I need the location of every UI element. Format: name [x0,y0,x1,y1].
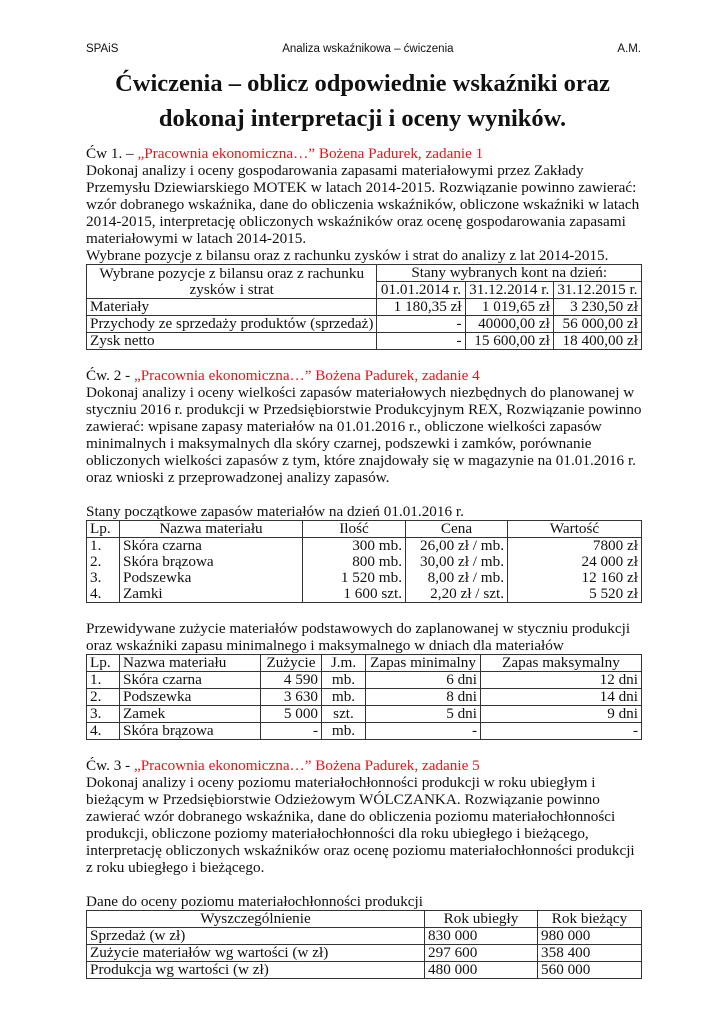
cell: 1. [87,538,120,555]
cell: Skóra czarna [120,538,303,555]
table-header: Wyszczególnienie [87,911,425,928]
table-row [87,316,642,333]
cell: 300 mb. [303,538,406,555]
header-left: SPAiS [86,43,119,55]
cell: 1 600 szt. [303,586,406,603]
cell: 3 230,50 zł [553,299,641,316]
cell: 830 000 [425,928,538,945]
cell: 15 600,00 zł [465,333,553,350]
cell: Zamki [120,586,303,603]
ex3-caption: Dane do oceny poziomu materiałochłonności produkcji [86,893,423,910]
ex2-heading [86,367,642,384]
cell: 6 dni [366,672,481,689]
cell: 8 dni [366,689,481,706]
cell: 2,20 zł / szt. [406,586,508,603]
cell: 8,00 zł / mb. [406,570,508,586]
cell: Podszewka [120,689,261,706]
ex2-table-2 [86,654,642,740]
table-row [87,570,642,586]
ex2-prefix: Ćw. 2 - [86,367,134,384]
cell: 480 000 [425,962,538,979]
table-row [87,299,642,316]
page-header [86,43,641,55]
cell: 24 000 zł [508,554,642,570]
cell: 3 630 [261,689,322,706]
cell: 2. [87,689,120,706]
cell: 4. [87,586,120,603]
cell: 40000,00 zł [465,316,553,333]
cell: 2. [87,554,120,570]
table-row [87,689,642,706]
header-right: A.M. [617,43,641,55]
ex3-prefix: Ćw. 3 - [86,757,134,774]
table-header: 31.12.2014 r. [465,282,553,299]
cell: Skóra brązowa [120,554,303,570]
ex2-table-1 [86,520,642,603]
table-header: Lp. [87,655,120,672]
table-header: Nazwa materiału [120,521,303,538]
cell: Przychody ze sprzedaży produktów (sprzedaż) [87,316,377,333]
page-title [60,66,665,136]
ex3-source: „Pracownia ekonomiczna…” Bożena Padurek, zadanie 5 [133,757,480,774]
cell: 358 400 [538,945,642,962]
title-line-1: Ćwiczenia – oblicz odpowiednie wskaźniki oraz [115,70,610,97]
cell: - [377,316,465,333]
cell: 1 520 mb. [303,570,406,586]
cell: 4 590 [261,672,322,689]
document-body [86,145,642,979]
table-header: Lp. [87,521,120,538]
table-row [87,672,642,689]
cell: Materiały [87,299,377,316]
table-header: Cena [406,521,508,538]
cell: - [261,723,322,740]
table-row [87,928,642,945]
table-header: Ilość [303,521,406,538]
table-header: Wybrane pozycje z bilansu oraz z rachunku zysków i strat [87,265,377,299]
ex3-heading [86,757,642,774]
cell: 5 520 zł [508,586,642,603]
cell: 4. [87,723,120,740]
table-header: Rok ubiegły [425,911,538,928]
ex2-caption-1: Stany początkowe zapasów materiałów na dzień 01.01.2016 r. [86,503,464,520]
ex2-body: Dokonaj analizy i oceny wielkości zapasów materiałowych niezbędnych do planowanej w styczniu 2016 r. produkcji w Przedsiębiorstwie Produkcyjnym REX, Rozwiązanie powinno zawierać: wpisane zapasy materiałów na 01.01.2016 r., obliczone wielkości zapasów minimalnych i maksymalnych dla skóry czarnej, podszewki i zamków, porównanie obliczonych wielkości zapasów z tym, które znajdowały się w magazynie na 01.01.2016 r. oraz wnioski z przeprowadzonej analizy zapasów. [86,384,642,486]
table-row [87,962,642,979]
cell: 12 160 zł [508,570,642,586]
cell: 1. [87,672,120,689]
ex2-caption-2: Przewidywane zużycie materiałów podstawowych do zaplanowanej w styczniu produkcji oraz wskaźniki zapasu minimalnego i maksymalnego w dniach dla materiałów [86,620,631,654]
cell: Sprzedaż (w zł) [87,928,425,945]
cell: 800 mb. [303,554,406,570]
cell: 297 600 [425,945,538,962]
cell: 5 000 [261,706,322,723]
table-row [87,723,642,740]
cell: Produkcja wg wartości (w zł) [87,962,425,979]
cell: 26,00 zł / mb. [406,538,508,555]
table-header: Zużycie [261,655,322,672]
cell: 56 000,00 zł [553,316,641,333]
cell: - [366,723,481,740]
cell: Skóra czarna [120,672,261,689]
ex2-source: „Pracownia ekonomiczna…” Bożena Padurek, zadanie 4 [133,367,480,384]
ex3-table [86,910,642,979]
table-row [87,333,642,350]
cell: szt. [322,706,366,723]
table-row [87,945,642,962]
cell: mb. [322,723,366,740]
cell: 30,00 zł / mb. [406,554,508,570]
cell: 14 dni [481,689,642,706]
ex1-source: „Pracownia ekonomiczna…” Bożena Padurek, zadanie 1 [137,145,484,162]
table-row [87,586,642,603]
table-header: Rok bieżący [538,911,642,928]
ex1-caption: Wybrane pozycje z bilansu oraz z rachunku zysków i strat do analizy z lat 2014-2015. [86,247,609,264]
ex1-body: Dokonaj analizy i oceny gospodarowania zapasami materiałowymi przez Zakłady Przemysłu Dziewiarskiego MOTEK w latach 2014-2015. Rozwiązanie powinno zawierać: wzór dobranego wskaźnika, dane do obliczenia wskaźników, obliczone wskaźniki w latach 2014-2015, interpretację obliczonych wskaźników oraz ocenę gospodarowania zapasami materiałowymi w latach 2014-2015. [86,162,640,247]
cell: - [377,333,465,350]
table-header: Stany wybranych kont na dzień: [377,265,642,282]
cell: 980 000 [538,928,642,945]
cell: 12 dni [481,672,642,689]
ex3-body: Dokonaj analizy i oceny poziomu materiałochłonności produkcji w roku ubiegłym i bieżącym w Przedsiębiorstwie Odzieżowym WÓLCZANKA. Rozwiązanie powinno zawierać wzór dobranego wskaźnika, dane do obliczenia poziomu materiałochłonności produkcji, obliczone poziomy materiałochłonności dla roku ubiegłego i bieżącego, interpretację obliczonych wskaźników oraz ocenę poziomu materiałochłonności produkcji z roku ubiegłego i bieżącego. [86,774,635,876]
cell: mb. [322,672,366,689]
table-row [87,706,642,723]
cell: Zysk netto [87,333,377,350]
table-header: Zapas minimalny [366,655,481,672]
table-header: J.m. [322,655,366,672]
table-header: Zapas maksymalny [481,655,642,672]
cell: Zużycie materiałów wg wartości (w zł) [87,945,425,962]
table-header: 01.01.2014 r. [377,282,465,299]
ex1-prefix: Ćw 1. – [86,145,138,162]
cell: 1 180,35 zł [377,299,465,316]
cell: 3. [87,570,120,586]
cell: 5 dni [366,706,481,723]
ex1-heading [86,145,642,162]
cell: 1 019,65 zł [465,299,553,316]
table-header: Nazwa materiału [120,655,261,672]
table-header: Wartość [508,521,642,538]
table-row [87,554,642,570]
cell: Skóra brązowa [120,723,261,740]
table-row [87,538,642,555]
cell: 7800 zł [508,538,642,555]
header-center: Analiza wskaźnikowa – ćwiczenia [282,43,454,55]
cell: Zamek [120,706,261,723]
cell: Podszewka [120,570,303,586]
cell: mb. [322,689,366,706]
cell: 3. [87,706,120,723]
cell: 18 400,00 zł [553,333,641,350]
cell: - [481,723,642,740]
cell: 560 000 [538,962,642,979]
table-header: 31.12.2015 r. [553,282,641,299]
ex1-table [86,264,642,350]
cell: 9 dni [481,706,642,723]
title-line-2: dokonaj interpretacji i oceny wyników. [158,105,567,132]
